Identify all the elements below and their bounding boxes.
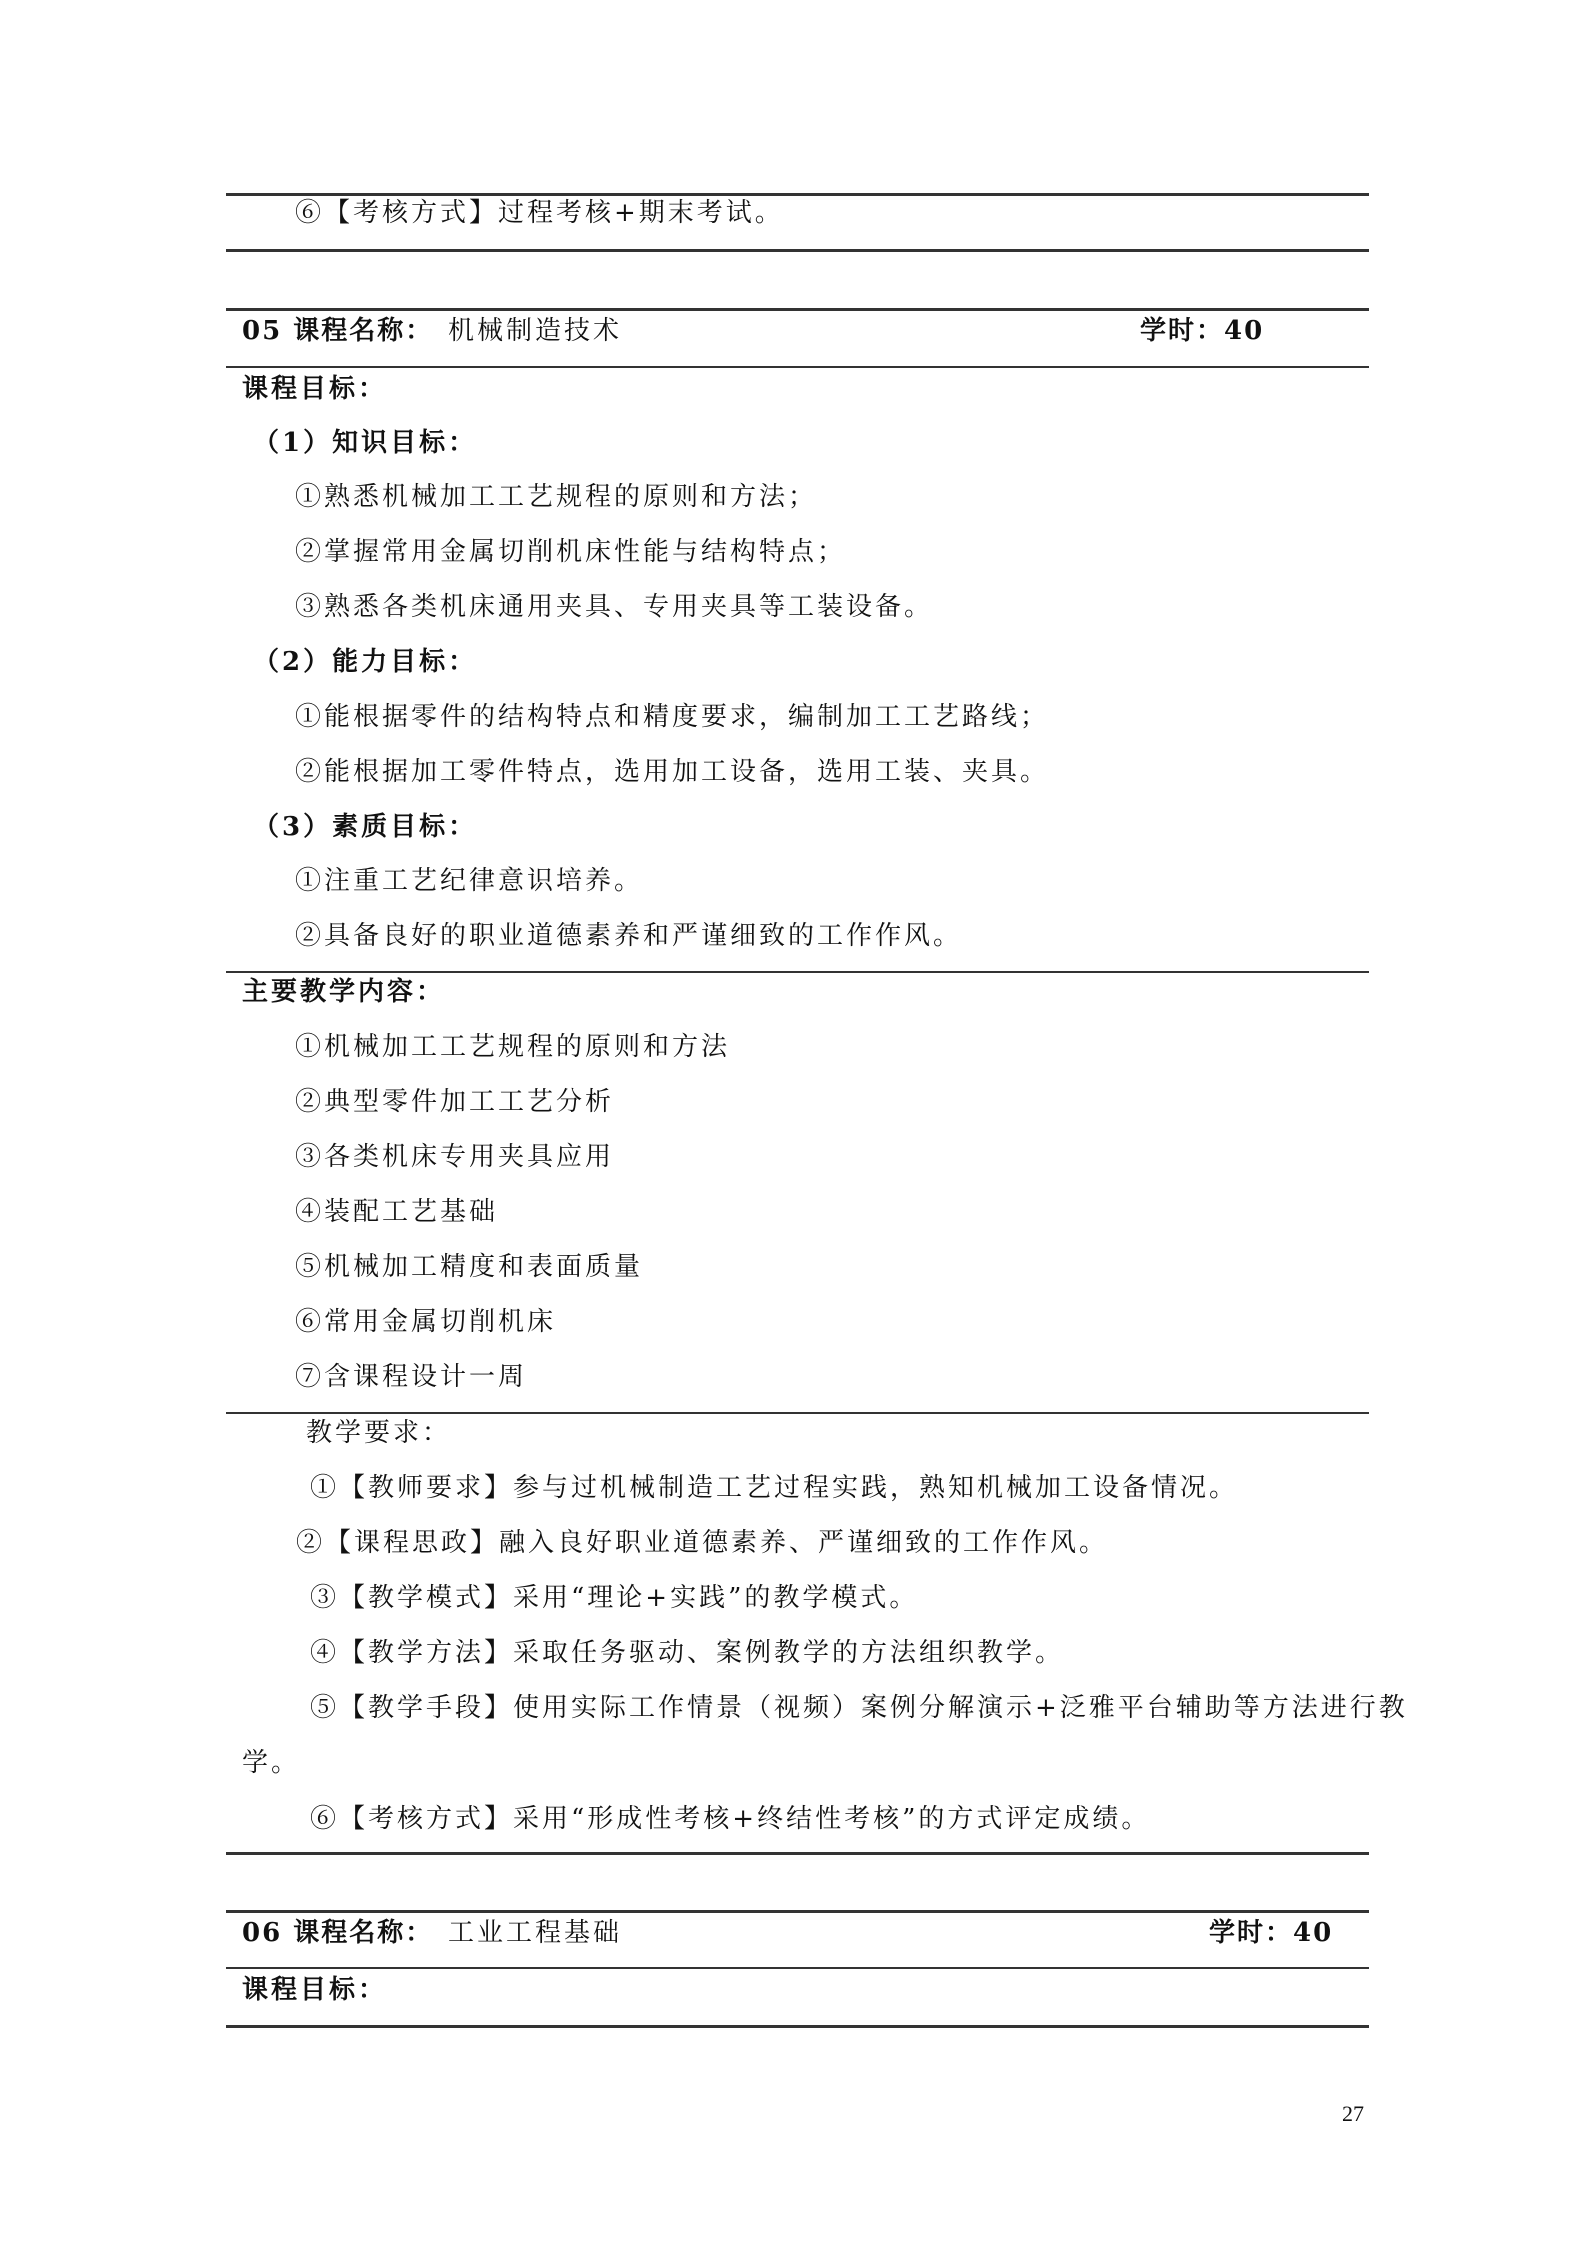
- course-05-hours: 学时：40: [1140, 316, 1265, 346]
- content-item: ②典型零件加工工艺分析: [295, 1087, 615, 1117]
- course-06-border-top: [226, 1910, 1369, 1913]
- main-content-heading: 主要教学内容：: [242, 977, 446, 1007]
- ability-goals-heading: （2）能力目标：: [253, 647, 478, 677]
- course-05-border-top: [226, 308, 1369, 311]
- quality-goal-item: ①注重工艺纪律意识培养。: [295, 866, 644, 896]
- knowledge-goal-item: ③熟悉各类机床通用夹具、专用夹具等工装设备。: [295, 592, 934, 622]
- knowledge-goal-item: ①熟悉机械加工工艺规程的原则和方法；: [295, 482, 818, 512]
- requirement-item: ②【课程思政】融入良好职业道德素养、严谨细致的工作作风。: [296, 1528, 1109, 1558]
- content-item: ⑤机械加工精度和表面质量: [295, 1252, 644, 1282]
- course-05-content-divider: [226, 1412, 1369, 1414]
- requirement-item: ④【教学方法】采取任务驱动、案例教学的方法组织教学。: [310, 1638, 1065, 1668]
- course-05-name: 机械制造技术: [448, 316, 623, 346]
- ability-goal-item: ②能根据加工零件特点，选用加工设备，选用工装、夹具。: [295, 757, 1050, 787]
- ability-goal-item: ①能根据零件的结构特点和精度要求，编制加工工艺路线；: [295, 702, 1050, 732]
- content-item: ③各类机床专用夹具应用: [295, 1142, 615, 1172]
- requirement-item: ⑤【教学手段】使用实际工作情景（视频）案例分解演示+泛雅平台辅助等方法进行教: [310, 1693, 1408, 1723]
- course-05-title-divider: [226, 366, 1369, 368]
- knowledge-goals-heading: （1）知识目标：: [253, 428, 478, 458]
- table-border-bottom: [226, 249, 1369, 252]
- content-item: ④装配工艺基础: [295, 1197, 499, 1227]
- course-05-title-row: [242, 315, 1357, 347]
- quality-goal-item: ②具备良好的职业道德素养和严谨细致的工作作风。: [295, 921, 963, 951]
- table-border-top: [226, 193, 1369, 196]
- course-05-goals-divider: [226, 971, 1369, 973]
- course-06-border-bottom: [226, 2025, 1369, 2028]
- requirement-item: ③【教学模式】采用“理论+实践”的教学模式。: [310, 1583, 919, 1613]
- course-05-border-bottom: [226, 1852, 1369, 1855]
- requirement-item-continuation: 学。: [242, 1748, 301, 1778]
- course-06-label: 06 课程名称：: [242, 1918, 434, 1948]
- course-05-label: 05 课程名称：: [242, 316, 434, 346]
- requirement-item: ①【教师要求】参与过机械制造工艺过程实践，熟知机械加工设备情况。: [310, 1473, 1239, 1503]
- course-06-title-row: [242, 1917, 1357, 1949]
- assessment-method-line: ⑥【考核方式】过程考核+期末考试。: [295, 198, 784, 228]
- quality-goals-heading: （3）素质目标：: [253, 812, 478, 842]
- course-06-goals-heading: 课程目标：: [242, 1975, 388, 2005]
- course-05-goals-heading: 课程目标：: [242, 374, 388, 404]
- content-item: ⑦含课程设计一周: [295, 1362, 528, 1392]
- course-06-hours: 学时：40: [1209, 1918, 1334, 1948]
- course-06-name: 工业工程基础: [448, 1918, 623, 1948]
- knowledge-goal-item: ②掌握常用金属切削机床性能与结构特点；: [295, 537, 847, 567]
- content-item: ①机械加工工艺规程的原则和方法: [295, 1032, 731, 1062]
- page-number: 27: [1342, 2101, 1364, 2126]
- requirement-item: ⑥【考核方式】采用“形成性考核+终结性考核”的方式评定成绩。: [310, 1804, 1151, 1834]
- content-item: ⑥常用金属切削机床: [295, 1307, 557, 1337]
- teaching-requirements-heading: 教学要求：: [306, 1418, 452, 1448]
- course-06-title-divider: [226, 1967, 1369, 1969]
